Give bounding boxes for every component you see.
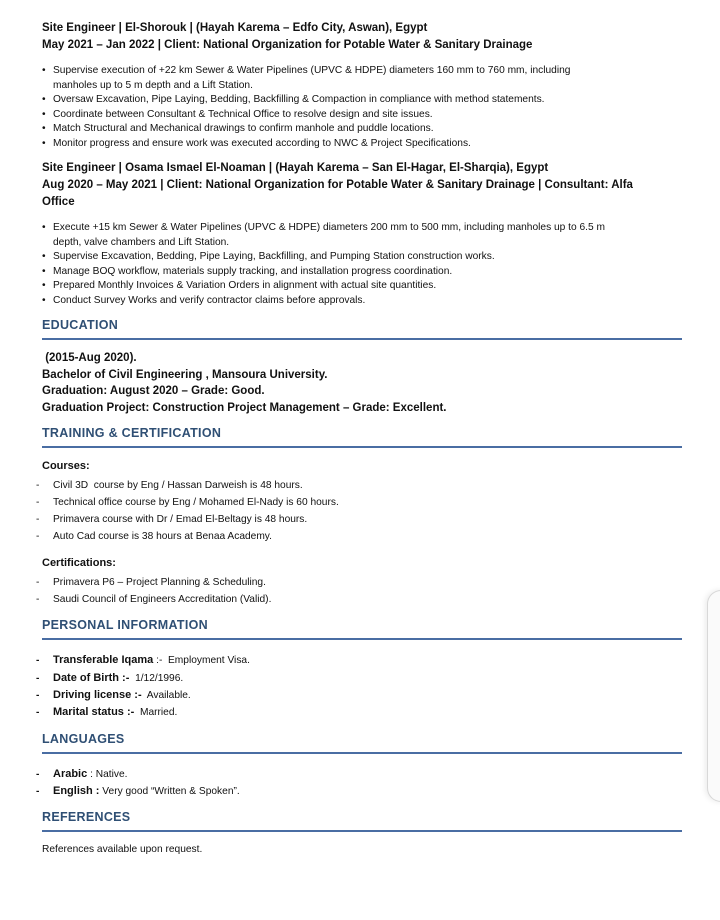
languages-section	[42, 732, 682, 801]
section-heading: TRAINING & CERTIFICATION	[42, 426, 682, 448]
references-section	[42, 810, 682, 855]
language-level: Very good “Written & Spoken”.	[102, 785, 240, 797]
certifications-list	[42, 574, 682, 608]
certification-item: - Saudi Council of Engineers Accreditation (Valid).	[42, 591, 682, 608]
duty-item-continuation: manholes up to 5 m depth and a Lift Station.	[53, 79, 253, 91]
info-key: Transferable Iqama	[53, 654, 154, 667]
duty-item: • Prepared Monthly Invoices & Variation Orders in alignment with actual site quantities.	[42, 279, 682, 294]
info-key: Marital status :-	[53, 706, 135, 719]
certification-item: - Primavera P6 – Project Planning & Scheduling.	[42, 574, 682, 591]
personal-info-section	[42, 618, 682, 721]
duty-item: • Execute +15 km Sewer & Water Pipelines (UPVC & HDPE) diameters 200 mm to 500 mm, including manholes up to 6.5 m	[42, 221, 682, 236]
job-period-cont: Office	[42, 196, 75, 208]
job-duties	[42, 221, 682, 308]
course-item: - Civil 3D course by Eng / Hassan Darweish is 48 hours.	[42, 477, 682, 494]
job-title: Site Engineer | El-Shorouk | (Hayah Karema – Edfo City, Aswan), Egypt	[42, 22, 428, 34]
certifications-title: Certifications:	[42, 557, 116, 570]
info-key: Driving license :-	[53, 688, 142, 701]
language-name: Arabic	[53, 767, 88, 780]
info-value: Available.	[146, 689, 191, 701]
training-section	[42, 426, 682, 608]
duty-item-continuation: depth, valve chambers and Lift Station.	[53, 236, 230, 248]
education-line: Graduation Project: Construction Project Management – Grade: Excellent.	[42, 401, 447, 414]
job-period: Aug 2020 – May 2021 | Client: National Organization for Potable Water & Sanitary Drainage | Consultant: Alfa	[42, 179, 633, 191]
personal-info-item	[42, 670, 682, 687]
personal-info-list	[42, 652, 682, 721]
languages-list	[42, 766, 682, 801]
duty-item: • Coordinate between Consultant & Technical Office to resolve design and site issues.	[42, 108, 682, 123]
language-level: Native.	[95, 768, 128, 780]
section-heading: LANGUAGES	[42, 732, 682, 754]
job-entry	[42, 160, 682, 308]
education-line: Graduation: August 2020 – Grade: Good.	[42, 385, 265, 398]
education-line: (2015-Aug 2020).	[42, 352, 137, 364]
language-name: English :	[53, 784, 100, 797]
course-item: - Auto Cad course is 38 hours at Benaa Academy.	[42, 528, 682, 545]
job-duties	[42, 64, 682, 151]
job-period: May 2021 – Jan 2022 | Client: National Organization for Potable Water & Sanitary Drainage	[42, 39, 533, 51]
courses-list	[42, 477, 682, 545]
duty-item: • Monitor progress and ensure work was executed according to NWC & Project Specifications.	[42, 137, 682, 152]
side-panel-handle[interactable]	[707, 590, 720, 802]
section-heading: REFERENCES	[42, 810, 682, 832]
resume-page	[42, 20, 682, 855]
personal-info-item	[42, 704, 682, 721]
references-text: References available upon request.	[42, 844, 203, 856]
section-heading: PERSONAL INFORMATION	[42, 618, 682, 640]
info-key: Date of Birth :-	[53, 671, 130, 684]
duty-item: • Match Structural and Mechanical drawings to confirm manhole and puddle locations.	[42, 122, 682, 137]
personal-info-item	[42, 687, 682, 704]
language-item	[42, 783, 682, 800]
duty-item: • Supervise execution of +22 km Sewer & Water Pipelines (UPVC & HDPE) diameters 160 mm to 760 mm, including	[42, 64, 682, 79]
info-value: 1/12/1996.	[135, 672, 184, 684]
language-item: - Arabic : Native.	[42, 766, 682, 783]
duty-item: • Manage BOQ workflow, materials supply tracking, and installation progress coordination.	[42, 265, 682, 280]
education-section	[42, 318, 682, 416]
education-details	[42, 350, 682, 416]
courses-title: Courses:	[42, 460, 90, 473]
course-item: - Technical office course by Eng / Mohamed El-Nady is 60 hours.	[42, 494, 682, 511]
job-entry	[42, 20, 682, 151]
section-heading: EDUCATION	[42, 318, 682, 340]
duty-item: • Oversaw Excavation, Pipe Laying, Bedding, Backfilling & Compaction in compliance with method statements.	[42, 93, 682, 108]
info-value: Employment Visa.	[168, 655, 250, 667]
course-item: - Primavera course with Dr / Emad El-Beltagy is 48 hours.	[42, 511, 682, 528]
personal-info-item: - Transferable Iqama :- Employment Visa.	[42, 652, 682, 669]
info-value: Married.	[139, 707, 178, 719]
duty-item: • Supervise Excavation, Bedding, Pipe Laying, Backfilling, and Pumping Station construction works.	[42, 250, 682, 265]
job-title: Site Engineer | Osama Ismael El-Noaman | (Hayah Karema – San El-Hagar, El-Sharqia), Egypt	[42, 162, 549, 174]
duty-item: • Conduct Survey Works and verify contractor claims before approvals.	[42, 294, 682, 309]
education-line: Bachelor of Civil Engineering , Mansoura University.	[42, 368, 328, 381]
